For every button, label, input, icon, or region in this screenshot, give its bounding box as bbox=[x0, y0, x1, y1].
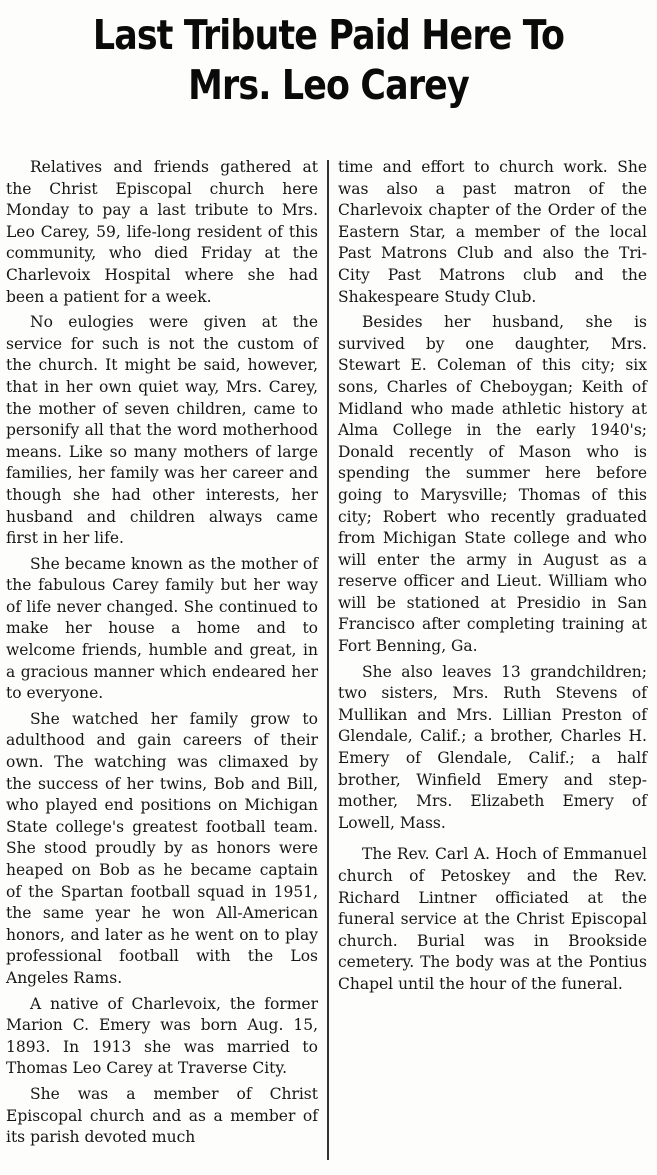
right-column bbox=[338, 157, 647, 1000]
paragraph-grandchildren: She also leaves 13 grandchildren; two sisters, Mrs. Ruth Stevens of Mullikan and Mrs. Lillian Preston of Glendale, Calif.; a brother, Charles H. Emery of Glendale, Calif.; a half brother, Winfield Emery and step-mother, Mrs. Elizabeth Emery of Lowell, Mass. bbox=[338, 662, 647, 832]
paragraph-gathering: Relatives and friends gathered at the Christ Episcopal church here Monday to pay a last tribute to Mrs. Leo Carey, 59, life-long resident of this community, who died Friday at the Charlevoix Hospital where she had been a patient for a week. bbox=[6, 158, 318, 306]
headline bbox=[49, 10, 607, 110]
paragraph-eulogies: No eulogies were given at the service for such is not the custom of the church. It might be said, however, that in her own quiet way, Mrs. Carey, the mother of seven children, came to personify all that the word motherhood means. Like so many mothers of large families, her family was her career and though she had other interests, her husband and children always came first in her life. bbox=[6, 313, 318, 548]
paragraph-native: A native of Charlevoix, the former Marion C. Emery was born Aug. 15, 1893. In 1913 she was married to Thomas Leo Carey at Traverse City. bbox=[6, 994, 318, 1078]
paragraph-church-member: She was a member of Christ Episcopal church and as a member of its parish devoted much bbox=[6, 1084, 318, 1147]
headline-line-1: Last Tribute Paid Here To bbox=[92, 11, 565, 59]
paragraph-fabulous-family: She became known as the mother of the fabulous Carey family but her way of life never changed. She continued to make her house a home and to welcome friends, humble and great, in a gracious manner which endeared her to everyone. bbox=[6, 554, 318, 703]
headline-line-2: Mrs. Leo Carey bbox=[188, 61, 469, 109]
column-divider bbox=[327, 160, 329, 1160]
paragraph-funeral-service: The Rev. Carl A. Hoch of Emmanuel church of Petoskey and the Rev. Richard Lintner officiated at the funeral service at the Christ Episcopal church. Burial was in Brookside cemetery. The body was at the Pontius Chapel until the hour of the funeral. bbox=[338, 845, 647, 993]
paragraph-careers: She watched her family grow to adulthood and gain careers of their own. The watching was climaxed by the success of her twins, Bob and Bill, who played end positions on Michigan State college's greatest football team. She stood proudly by as honors were heaped on Bob as he became captain of the Spartan football squad in 1951, the same year he won All-American honors, and later as he went on to play professional football with the Los Angeles Rams. bbox=[6, 709, 318, 987]
left-column bbox=[6, 157, 318, 1153]
paragraph-church-work: time and effort to church work. She was also a past matron of the Charlevoix chapter of the Order of the Eastern Star, a member of the local Past Matrons Club and also the Tri-City Past Matrons club and the Shakespeare Study Club. bbox=[338, 158, 647, 306]
paragraph-survivors: Besides her husband, she is survived by one daughter, Mrs. Stewart E. Coleman of this city; six sons, Charles of Cheboygan; Keith of Midland who made athletic history at Alma College in the early 1940's; Donald recently of Mason who is spending the summer here before going to Marysville; Thomas of this city; Robert who recently graduated from Michigan State college and who will enter the army in August as a reserve officer and Lieut. William who will be stationed at Presidio in San Francisco after completing training at Fort Benning, Ga. bbox=[338, 313, 647, 656]
